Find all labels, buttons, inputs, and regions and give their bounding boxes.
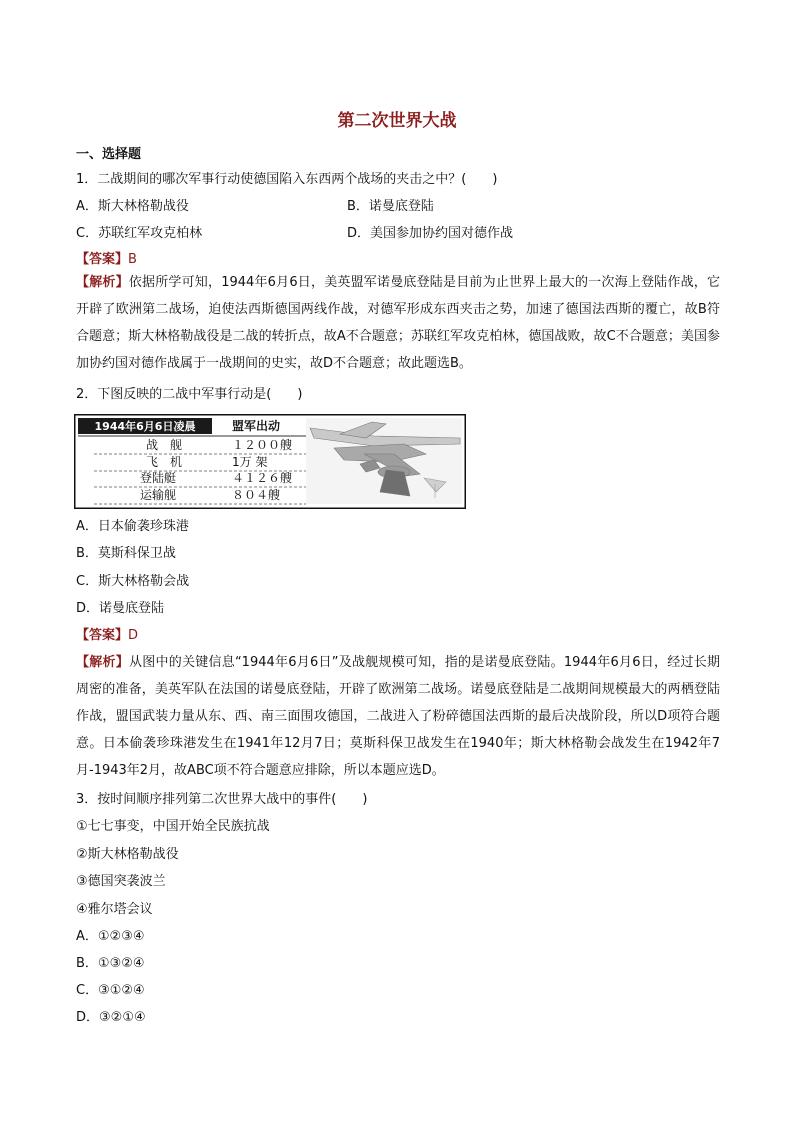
q1-answer-value: B xyxy=(128,252,137,267)
figure-row-value: ８０４艘 xyxy=(232,488,281,502)
q2-answer xyxy=(76,627,138,645)
section-heading: 一、选择题 xyxy=(76,147,142,162)
figure-row-label: 登陆艇 xyxy=(140,471,177,485)
q3-option-d: D．③②①④ xyxy=(76,1010,146,1025)
figure-row-value: ４１２６艘 xyxy=(232,471,293,485)
q2-stem: 2．下图反映的二战中军事行动是( ) xyxy=(76,387,303,402)
figure-row-value: 1万 架 xyxy=(232,455,268,469)
q2-analysis xyxy=(76,649,720,784)
q1-answer xyxy=(76,251,137,269)
q3-item-1: ①七七事变，中国开始全民族抗战 xyxy=(76,819,270,834)
q2-answer-tag: 【答案】 xyxy=(76,628,129,643)
q1-option-a: A．斯大林格勒战役 xyxy=(76,199,189,214)
aircraft-illustration xyxy=(306,418,462,504)
q3-option-c: C．③①②④ xyxy=(76,983,145,998)
d-day-figure xyxy=(74,414,466,509)
d-day-figure-graphic xyxy=(74,414,466,509)
q1-analysis xyxy=(76,269,720,377)
q1-option-d: D．美国参加协约国对德作战 xyxy=(347,226,514,241)
q2-answer-value: D xyxy=(128,628,139,643)
document-title: 第二次世界大战 xyxy=(337,111,457,131)
figure-header-date: 1944年6月6日凌晨 xyxy=(94,420,196,433)
q1-option-c: C．苏联红军攻克柏林 xyxy=(76,226,203,241)
q1-analysis-text: 依据所学可知，1944年6月6日，美英盟军诺曼底登陆是目前为止世界上最大的一次海上登陆作战，它开辟了欧洲第二战场，迫使法西斯德国两线作战，对德军形成东西夹击之势，加速了德国法西斯的覆亡，故B符合题意；斯大林格勒战役是二战的转折点，故A不合题意；苏联红军攻克柏林，德国战败，故C不合题意；美国参加协约国对德作战属于一战期间的史实，故D不合题意；故此题选B。 xyxy=(76,275,720,371)
figure-row-label: 飞 机 xyxy=(146,455,183,469)
q2-analysis-tag: 【解析】 xyxy=(76,655,129,670)
figure-row-label: 战 舰 xyxy=(146,438,183,452)
figure-row-value: １２００艘 xyxy=(232,438,293,452)
q3-stem: 3．按时间顺序排列第二次世界大战中的事件( ) xyxy=(76,792,368,807)
q2-option-b: B．莫斯科保卫战 xyxy=(76,546,176,561)
q2-analysis-text: 从图中的关键信息“1944年6月6日”及战舰规模可知，指的是诺曼底登陆。1944年6月6日，经过长期周密的准备，美英军队在法国的诺曼底登陆，开辟了欧洲第二战场。诺曼底登陆是二战期间规模最大的两栖登陆作战，盟国武装力量从东、西、南三面围攻德国，二战进入了粉碎德国法西斯的最后决战阶段，所以D项符合题意。日本偷袭珍珠港发生在1941年12月7日；莫斯科保卫战发生在1940年；斯大林格勒会战发生在1942年7月-1943年2月，故ABC项不符合题意应排除，所以本题应选D。 xyxy=(76,655,720,778)
q2-option-d: D．诺曼底登陆 xyxy=(76,601,165,616)
q2-option-c: C．斯大林格勒会战 xyxy=(76,574,190,589)
q1-analysis-tag: 【解析】 xyxy=(76,275,129,290)
q3-option-a: A．①②③④ xyxy=(76,929,145,944)
q1-answer-tag: 【答案】 xyxy=(76,252,129,267)
q3-item-3: ③德国突袭波兰 xyxy=(76,874,166,889)
q2-option-a: A．日本偷袭珍珠港 xyxy=(76,519,189,534)
q3-item-4: ④雅尔塔会议 xyxy=(76,902,153,917)
q3-item-2: ②斯大林格勒战役 xyxy=(76,847,179,862)
q1-stem: 1．二战期间的哪次军事行动使德国陷入东西两个战场的夹击之中？( ) xyxy=(76,172,498,187)
q3-option-b: B．①③②④ xyxy=(76,956,145,971)
figure-row-label: 运输舰 xyxy=(140,488,177,502)
q1-option-b: B．诺曼底登陆 xyxy=(347,199,434,214)
figure-header-event: 盟军出动 xyxy=(232,419,281,433)
